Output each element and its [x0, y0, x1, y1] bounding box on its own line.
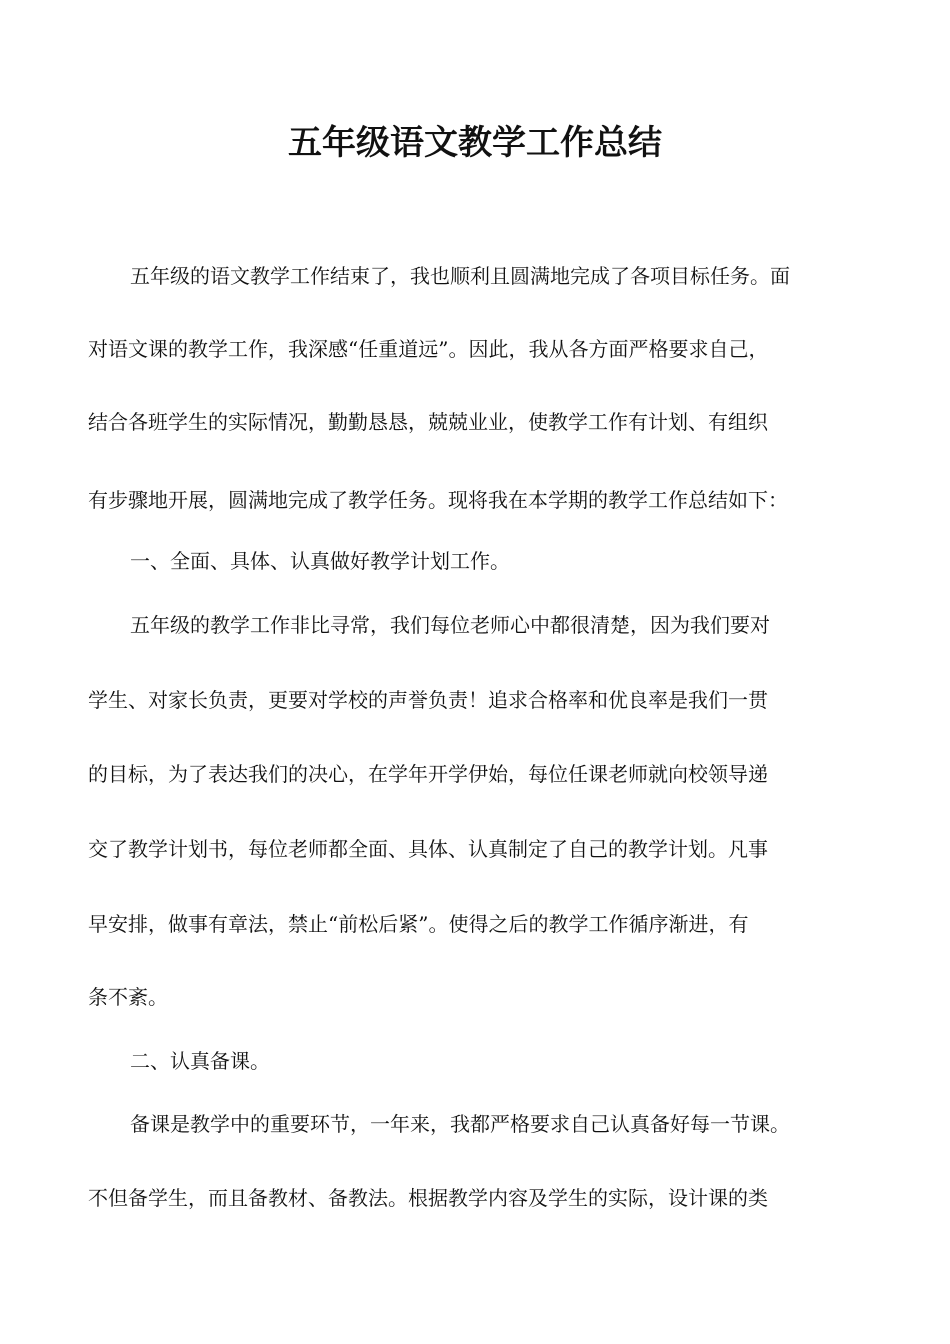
paragraph-line: 有步骤地开展，圆满地完成了教学任务。现将我在本学期的教学工作总结如下： — [88, 488, 788, 512]
paragraph-line: 不但备学生，而且备教材、备教法。根据教学内容及学生的实际，设计课的类 — [88, 1186, 768, 1210]
document-title: 五年级语文教学工作总结 — [288, 123, 662, 163]
paragraph-line: 备课是教学中的重要环节，一年来，我都严格要求自己认真备好每一节课。 — [130, 1112, 790, 1136]
paragraph-line: 学生、对家长负责，更要对学校的声誉负责！追求合格率和优良率是我们一贯 — [88, 688, 768, 712]
paragraph-line: 结合各班学生的实际情况，勤勤恳恳，兢兢业业，使教学工作有计划、有组织 — [88, 410, 768, 434]
paragraph-line: 的目标，为了表达我们的决心，在学年开学伊始，每位任课老师就向校领导递 — [88, 762, 768, 786]
section-heading: 一、全面、具体、认真做好教学计划工作。 — [130, 549, 510, 573]
paragraph-line: 条不紊。 — [88, 985, 168, 1009]
paragraph-line: 对语文课的教学工作，我深感“任重道远”。因此，我从各方面严格要求自己， — [88, 337, 769, 361]
paragraph-line: 交了教学计划书，每位老师都全面、具体、认真制定了自己的教学计划。凡事 — [88, 837, 768, 861]
paragraph-line: 五年级的语文教学工作结束了，我也顺利且圆满地完成了各项目标任务。面 — [130, 264, 790, 288]
section-heading: 二、认真备课。 — [130, 1049, 270, 1073]
paragraph-line: 五年级的教学工作非比寻常，我们每位老师心中都很清楚，因为我们要对 — [130, 613, 770, 637]
paragraph-line: 早安排，做事有章法，禁止“前松后紧”。使得之后的教学工作循序渐进，有 — [88, 912, 749, 936]
